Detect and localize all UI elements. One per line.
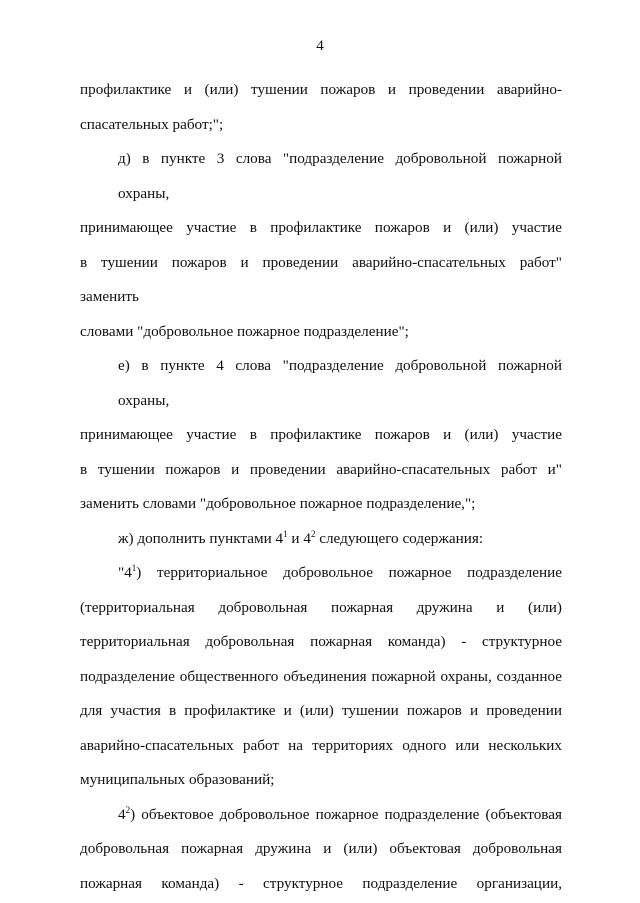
text-line: д) в пункте 3 слова "подразделение добровольной пожарной охраны, [118,150,562,202]
text-line: принимающее участие в профилактике пожаров и (или) участие [80,426,562,443]
superscript: 1 [283,528,288,539]
item-4-1-text: ) территориальное добровольное пожарное подразделение [136,564,562,581]
item-4-1-definition [80,591,562,798]
text-line: в тушении пожаров и проведении аварийно-спасательных работ и" [80,460,562,478]
text-line: е) в пункте 4 слова "подразделение добровольной пожарной охраны, [118,357,562,409]
text-line: для участия в профилактике и (или) тушении пожаров и проведении [80,702,562,719]
text-line: (территориальная добровольная пожарная дружина и (или) [80,598,562,616]
item-4-1-prefix: "4 [118,564,132,581]
item-4-2-definition [80,832,562,901]
text-line: аварийно-спасательных работ на территориях одного или нескольких [80,736,562,754]
paragraph-zh-after: следующего содержания: [315,529,484,547]
item-4-2-prefix: 4 [118,805,126,823]
document-body [80,73,562,901]
item-4-2-text: ) объектовое добровольное пожарное подразделение (объектовая [130,805,562,823]
paragraph-zh-mid: и 4 [287,529,311,547]
item-4-1-first-line [80,556,562,591]
text-line: профилактике и (или) тушении пожаров и проведении аварийно- [80,81,562,98]
text-line: подразделение общественного объединения пожарной охраны, созданное [80,667,562,685]
paragraph-zh [80,522,562,557]
amendment-text-block [80,73,562,522]
text-line: принимающее участие в профилактике пожаров и (или) участие [80,219,562,236]
text-line: спасательных работ;"; [80,115,224,133]
page-number: 4 [316,38,324,54]
superscript: 1 [131,563,137,573]
text-line: территориальная добровольная пожарная команда) - структурное [80,633,562,650]
item-4-2-first-line [80,798,562,833]
superscript: 2 [310,528,316,539]
text-line: словами "добровольное пожарное подразделение"; [80,322,409,340]
text-line: добровольная пожарная дружина и (или) объектовая добровольная [80,840,562,857]
text-line: пожарная команда) - структурное подразделение организации, [80,874,562,892]
superscript: 2 [125,804,131,815]
paragraph-zh-before: ж) дополнить пунктами 4 [118,529,284,547]
text-line: муниципальных образований; [80,771,275,788]
text-line: в тушении пожаров и проведении аварийно-спасательных работ" заменить [80,253,562,305]
text-line: заменить словами "добровольное пожарное подразделение,"; [80,495,476,512]
